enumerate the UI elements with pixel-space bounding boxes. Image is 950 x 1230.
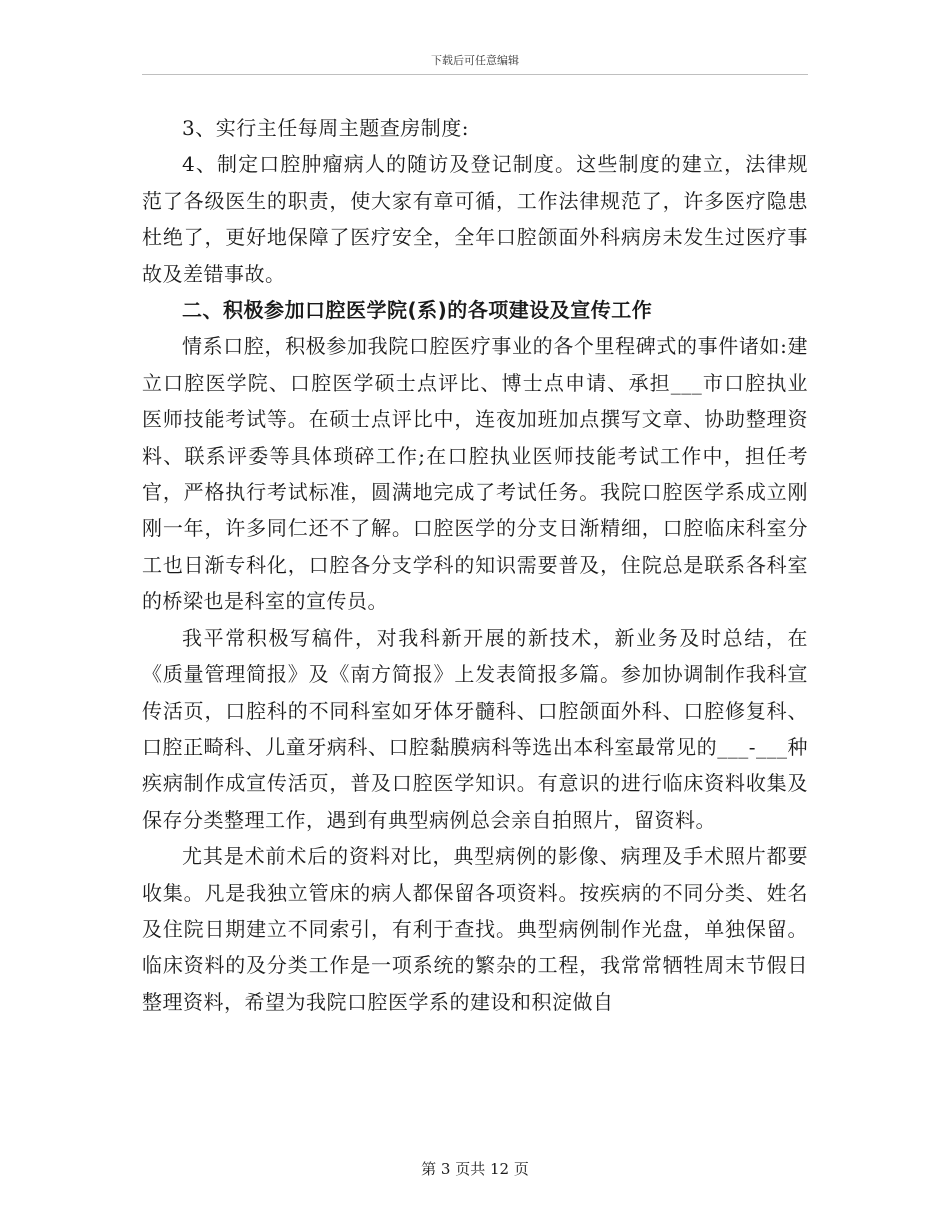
paragraph-writing: 我平常积极写稿件，对我科新开展的新技术，新业务及时总结，在《质量管理简报》及《南方简报》上发表简报多篇。参加协调制作我科宣传活页，口腔科的不同科室如牙体牙髓科、口腔颌面外科、口腔修复科、口腔正畸科、儿童牙病科、口腔黏膜病科等选出本科室最常见的___-___种疾病制作成宣传活页，普及口腔医学知识。有意识的进行临床资料收集及保存分类整理工作，遇到有典型病例总会亲自拍照片，留资料。 <box>142 625 808 832</box>
paragraph-promotion: 情系口腔，积极参加我院口腔医疗事业的各个里程碑式的事件诸如:建立口腔医学院、口腔医学硕士点评比、博士点申请、承担___市口腔执业医师技能考试等。在硕士点评比中，连夜加班加点撰写文章、协助整理资料、联系评委等具体琐碎工作;在口腔执业医师技能考试工作中，担任考官，严格执行考试标准，圆满地完成了考试任务。我院口腔医学系成立刚刚一年，许多同仁还不了解。口腔医学的分支日渐精细，口腔临床科室分工也日渐专科化，口腔各分支学科的知识需要普及，住院总是联系各科室的桥梁也是科室的宣传员。 <box>142 334 808 614</box>
paragraph-records: 尤其是术前术后的资料对比，典型病例的影像、病理及手术照片都要收集。凡是我独立管床的病人都保留各项资料。按疾病的不同分类、姓名及住院日期建立不同索引，有利于查找。典型病例制作光盘，单独保留。临床资料的及分类工作是一项系统的繁杂的工程，我常常牺牲周末节假日整理资料，希望为我院口腔医学系的建设和积淀做自 <box>142 844 808 1014</box>
page-number: 第 3 页共 12 页 <box>421 1160 529 1178</box>
paragraph-item-3: 3、实行主任每周主题查房制度: <box>182 116 469 140</box>
page-header-note: 下载后可任意编辑 <box>431 54 519 67</box>
section-heading: 二、积极参加口腔医学院(系)的各项建设及宣传工作 <box>182 298 653 323</box>
paragraph-item-4: 4、制定口腔肿瘤病人的随访及登记制度。这些制度的建立，法律规范了各级医生的职责，使大家有章可循，工作法律规范了，许多医疗隐患杜绝了，更好地保障了医疗安全，全年口腔颌面外科病房未发生过医疗事故及差错事故。 <box>142 152 808 286</box>
document-body <box>142 110 808 1020</box>
header-divider <box>142 74 808 75</box>
